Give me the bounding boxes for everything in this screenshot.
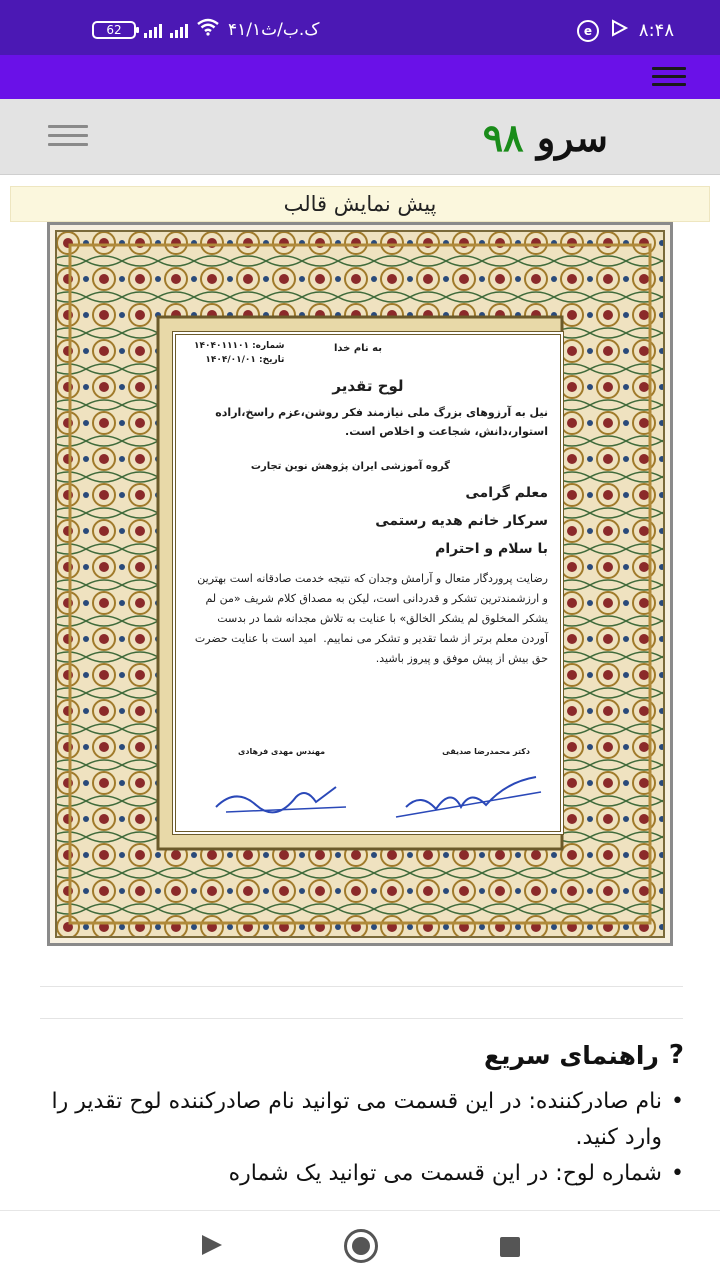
wifi-icon [196,18,220,41]
quick-guide [30,1040,690,1192]
guide-item: • شماره لوح: در این قسمت می توانید یک شماره [30,1156,690,1192]
top-bar [0,55,720,99]
recipient-title: معلم گرامی [465,485,548,501]
certificate-meta [194,339,284,367]
question-icon: ? [668,1040,684,1070]
site-header [0,99,720,175]
logo-number: ۹۸ [482,115,524,160]
signer-left: مهندس مهدی فرهادی [238,747,326,756]
logo-text: سرو [536,115,608,160]
battery-icon: 62 [92,21,136,39]
site-logo[interactable] [483,115,608,160]
guide-title: راهنمای سریع [484,1040,659,1070]
status-left [92,18,319,41]
certificate-title: لوح تقدیر [332,377,404,395]
preview-title: پیش نمایش قالب [10,186,710,222]
edge-icon: e [577,20,599,42]
recipient-name: سرکار خانم هدیه رستمی [375,513,548,529]
divider [40,1018,683,1019]
site-menu-icon[interactable] [48,125,88,147]
signatures [206,767,546,827]
home-icon[interactable] [344,1229,378,1263]
back-icon[interactable] [202,1235,222,1255]
certificate-group: گروه آموزشی ایران پژوهش نوین تجارت [250,461,450,472]
signal-icon [144,22,162,38]
system-nav-bar [0,1210,720,1280]
certificate-preview [47,222,673,946]
recent-apps-icon[interactable] [500,1237,520,1257]
status-bar [0,0,720,55]
certificate-intro: نیل به آرزوهای بزرگ ملی نیازمند فکر روشن،عزم راسخ،اراده استوار،دانش، شجاعت و اخلاص است. [215,406,548,438]
signal-icon-2 [170,22,188,38]
network-speed: ۴۱/۱ک.ب/ث [228,19,320,40]
guide-item: • نام صادرکننده: در این قسمت می توانید نام صادرکننده لوح تقدیر را وارد کنید. [30,1084,690,1156]
divider [40,986,683,987]
guide-list [30,1084,690,1192]
clock-time: ۸:۴۸ [638,20,674,41]
certificate-page [172,331,564,835]
greeting: با سلام و احترام [435,541,548,557]
certificate-number: شماره: ۱۴۰۴۰۱۱۱۰۱ [194,341,285,351]
menu-icon[interactable] [652,67,686,87]
certificate-body: رضایت پروردگار متعال و آرامش وجدان که نتیجه خدمت صادقانه است بهترین و ارزشمندترین تشکر و قدردانی است، لیکن به مصداق کلام شریف «من لم یشکر المخلوق لم یشکر الخالق» با عنایت به تلاش مجدانه شما در بدست آوردن معلم برتر از شما تقدیر و تشکر می نماییم. امید است با عنایت حضرت حق بیش از پیش موفق و پیروز باشید. [194,572,548,665]
signer-right: دکتر محمدرضا صدیقی [442,747,530,756]
status-right [577,18,674,43]
certificate-date: تاریخ: ۱۴۰۴/۰۱/۰۱ [205,355,285,365]
besmellah: به نام خدا [333,343,382,354]
play-outline-icon [609,18,629,43]
guide-header [30,1040,690,1070]
